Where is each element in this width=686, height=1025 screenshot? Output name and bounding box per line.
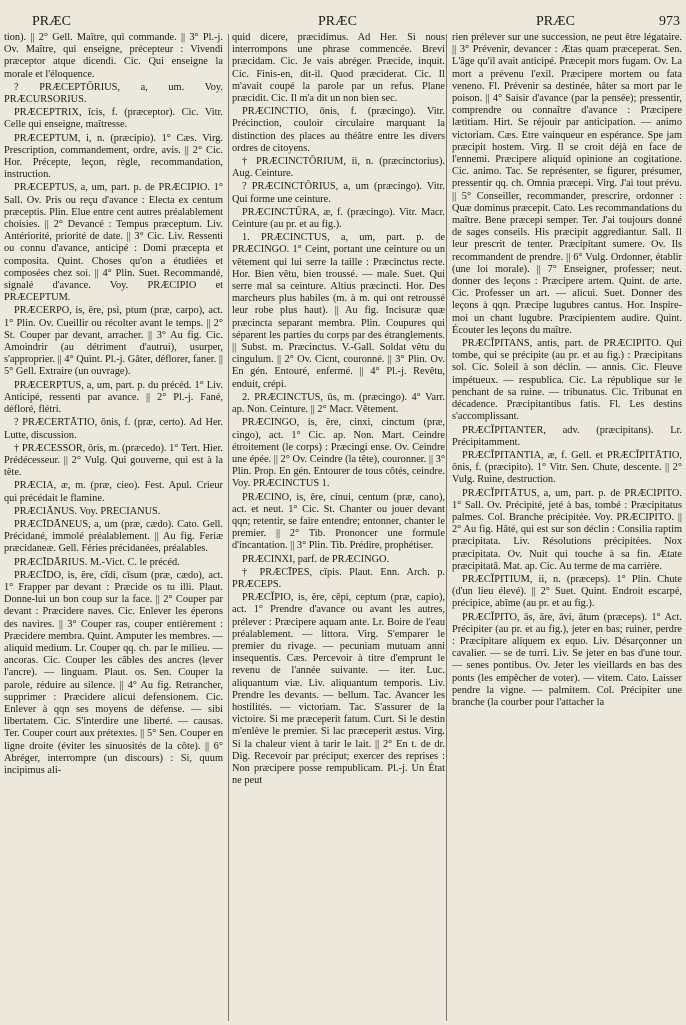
dictionary-entry: PRÆCĬPITO, ās, āre, āvi, ātum (præceps). 1° Act. Précipiter (au pr. et au fig.), jeter en bas; ruiner, perdre : Præcipitare aliquem ex equo. Liv. Désarçonner un cavalier. — se de turri. Liv. Se jeter en bas d'une tour. — senes pontibus. Ov. Jeter les vieillards en bas des ponts (les empêcher de voter). — vitem. Cato. Laisser pendre la vigne. — palmitem. Col. Précipiter une branche (la courber pour l'attacher la bbox=[452, 611, 682, 708]
dictionary-entry: PRÆCINCTIO, ōnis, f. (præcingo). Vitr. Précinction, couloir circulaire marquant la distinction des places au théâtre entre les divers ordres de citoyens. bbox=[232, 106, 445, 154]
dictionary-entry: 2. PRÆCINCTUS, ūs, m. (præcingo). 4° Varr. ap. Non. Ceinture. || 2° Macr. Vêtement. bbox=[232, 391, 445, 416]
dictionary-entry: PRÆCINGO, is, ĕre, cinxi, cinctum (præ, cingo), act. 1° Cic. ap. Non. Mart. Ceindre étroitement (le corps) : Præcingi ense. Ov. Ceindre une épée. || 2° Ov. Ceindre (la tête), couronner. || 3° Plin. Prop. En gén. Entourer de tous côtés, ceindre. Voy. PRÆCINCTUS 1. bbox=[232, 417, 445, 490]
dictionary-entry: † PRÆCĪPES, cĭpis. Plaut. Enn. Arch. p. PRÆCEPS. bbox=[232, 566, 445, 590]
header-right-word: PRÆC bbox=[536, 14, 575, 29]
dictionary-entry: PRÆCĪDĀRIUS. M.-Vict. C. le précéd. bbox=[14, 556, 180, 568]
header-center-word: PRÆC bbox=[318, 14, 357, 29]
dictionary-entry: PRÆCIĀNUS. Voy. PRECIANUS. bbox=[14, 505, 161, 517]
dictionary-entry: PRÆCERPO, is, ĕre, psi, ptum (præ, carpo), act. 1° Plin. Ov. Cueillir ou récolter avant le temps. || 2° St. Couper par devant, arracher. || 3° Au fig. Cic. Amoindrir (au détriment d'autrui), usurper, s'approprier. || 4° Quint. Pl.-j. Gâter, déflorer, faner. || 5° Gell. Extraire (un ouvrage). bbox=[4, 305, 223, 378]
dictionary-entry: PRÆCINCTŪRA, æ, f. (præcingo). Vitr. Macr. Ceinture (au pr. et au fig.). bbox=[232, 206, 445, 231]
dictionary-entry: † PRÆCINCTŌRIUM, ii, n. (præcinctorius). Aug. Ceinture. bbox=[232, 156, 445, 180]
dictionary-entry: PRÆCEPTUM, i, n. (præcipio). 1° Cæs. Virg. Prescription, commandement, ordre, avis. || 2° Cic. Hor. Précepte, leçon, règle, recommandation, instruction. bbox=[4, 132, 223, 181]
dictionary-entry: tion). || 2° Gell. Maître, qui commande. || 3° Pl.-j. Ov. Maître, qui enseigne, précepteur : Vivendi præceptor atque dicendi. Cic. Qui enseigne la morale et l'éloquence. bbox=[4, 32, 223, 80]
dictionary-entry: PRÆCĬPITANTIA, æ, f. Gell. et PRÆCĬPITĀTIO, ōnis, f. (præcipito). 1° Vitr. Sen. Chute, descente. || 2° Vulg. Ruine, destruction. bbox=[452, 449, 682, 486]
dictionary-entry: PRÆCĬPIO, is, ĕre, cēpi, ceptum (præ, capio), act. 1° Prendre d'avance ou avant les autres, prélever : Præcipere aquam ante. Lr. Boire de l'eau préalablement. — littora. Virg. S'emparer le premier du rivage. — pecuniam mutuam anni insequentis. Cæs. Percevoir à titre d'emprunt le revenu de l'année suivante. — iter. Luc. aliquantum viæ. Liv. aliquantum temporis. Liv. Prendre les devants. — bellum. Tac. Avancer les hostilités. — victoriam. Tac. S'assurer de la victoire. Si me præceperit fatum. Curt. Si le destin m'enlève le premier. Si lac præceperit æstus. Virg. Si la chaleur vient à tarir le lait. || 2° En t. de dr. Dig. Recevoir par préciput; exercer des reprises : Non præcipere posse rempublicam. Pl.-j. Un État ne peut bbox=[232, 592, 445, 787]
dictionary-entry: quid dicere, præcidimus. Ad Her. Si nous interrompons une phrase commencée. Brevi præcidam. Cic. Je vais abréger. Præcide, inquit. Cic. Finis-en, dit-il. Quod præciderat. Cic. Il m'avait coupé la parole par un refus. Plane præcidit. Cic. Il m'a dit un non bien sec. bbox=[232, 32, 445, 105]
dictionary-entry: PRÆCEPTRIX, īcis, f. (præceptor). Cic. Vitr. Celle qui enseigne, maîtresse. bbox=[4, 107, 223, 131]
dictionary-entry: PRÆCĬPITĀTUS, a, um, part. p. de PRÆCIPITO. 1° Sall. Ov. Précipité, jeté à bas, tombé : Præcipitatus palmes. Col. Branche précipitée. Voy. PRÆCIPITO. || 2° Au fig. Hâté, qui est sur son déclin : Consilia raptim præcipitata. Liv. Résolutions précipitées. Nox præcipitata. Ov. Nuit qui touche à sa fin. Ætate præcipitatâ. Mat. ap. Cic. Au terme de ma carrière. bbox=[452, 487, 682, 572]
dictionary-entry: PRÆCEPTUS, a, um, part. p. de PRÆCIPIO. 1° Sall. Ov. Pris ou reçu d'avance : Electa ex centum præceptis. Plin. Elue entre cent autres préalablement choisies. || 2° Devancé : Tempus præceptum. Liv. Antériorité, priorité de date. || 3° Cic. Liv. Ressenti ou connu d'avance, anticipé : Domi præcepta et composita. Quint. Choses qu'on a étudiées et composées chez soi. || 4° Plin. Suet. Recommandé, signalé d'avance. Voy. PRÆCIPIO et PRÆCEPTUM. bbox=[4, 182, 223, 304]
text-columns bbox=[4, 32, 682, 1021]
column-3 bbox=[452, 32, 682, 1021]
dictionary-entry: PRÆCĪDĀNEUS, a, um (præ, cædo). Cato. Gell. Précidané, immolé préalablement. || Au fig. Feriæ præcidaneæ. Gell. Féries précidanées, préalables. bbox=[4, 518, 223, 555]
page-number: 973 bbox=[659, 14, 680, 29]
dictionary-entry: PRÆCĬPITANTER, adv. (præcipitans). Lr. Précipitamment. bbox=[452, 424, 682, 448]
column-1 bbox=[4, 32, 223, 1021]
dictionary-entry: † PRÆCESSOR, ōris, m. (præcedo). 1° Tert. Hier. Prédécesseur. || 2° Vulg. Qui gouverne, qui est à la tête. bbox=[4, 442, 223, 479]
dictionary-entry: PRÆCERPTUS, a, um, part. p. du précéd. 1° Liv. Anticipé, ressenti par avance. || 2° Pl.-j. Fané, défloré, flétri. bbox=[4, 379, 223, 416]
dictionary-entry: PRÆCINXI, parf. de PRÆCINGO. bbox=[242, 553, 390, 565]
column-2 bbox=[232, 32, 445, 1021]
dictionary-entry: rien prélever sur une succession, ne peut être légataire. || 3° Prévenir, devancer : Ætas quam præceperat. Sen. L'âge qu'il avait anticipé. Præcepit mors fugam. Ov. La mort a prévenu l'exil. Præcipere mortem ou fata veneno. Fl. Prévenir sa destinée, hâter sa mort par le poison. || 4° Saisir d'avance (par la pensée); pressentir, comprendre ou connaître d'avance : Præcipere lætitiam. Hirt. Se réjouir par anticipation. — animo victoriam. Cæs. Etre vainqueur en espérance. Spe jam præcipit hostem. Virg. Il se croit déjà en face de l'ennemi. Præcipere aliquid opinione an cogitatione. Cic. animo. Tac. Se représenter, se figurer, présumer, pressentir qq. ch. Omnia præcepi. Virg. J'ai tout prévu. || 5° Conseiller, recommander, prescrire, ordonner : Quæ dominus præcepit. Cato. Les recommandations du maître. Bene præcepi semper. Ter. J'ai toujours donné de sages conseils. His præcipit aggrediantur. Sall. Il leur prescrit de tenter. Præcipitant sumere. Ov. Ils recommandent de prendre. || 6° Vulg. Ordonner, établir (une loi morale). || 7° Enseigner, professer; neut. donner des leçons : Præcipere artem. Quint. de arte. Cic. Professer un art. — alicui. Suet. Donner des leçons à qqn. Præcipe lugubres cantus. Hor. Inspire-moi un chant lugubre. Præcipientem audire. Quint. Écouter les leçons du maître. bbox=[452, 32, 682, 336]
dictionary-entry: PRÆCIA, æ, m. (præ, cieo). Fest. Apul. Crieur qui précédait le flamine. bbox=[4, 480, 223, 504]
dictionary-entry: ? PRÆCERTĀTIO, ōnis, f. (præ, certo). Ad Her. Lutte, discussion. bbox=[4, 417, 223, 441]
dictionary-entry: PRÆCĬPITANS, antis, part. de PRÆCIPITO. Qui tombe, qui se précipite (au pr. et au fig.) : Præcipitans sol. Cic. Soleil à son déclin. — annis. Cic. Fleuve impétueux. — respublica. Cic. La république sur le penchant de sa ruine. — tribunatus. Cic. Tribunat en décadence. Præcipitantibus fatis. Fl. Les destins s'accomplissant. bbox=[452, 338, 682, 423]
dictionary-entry: 1. PRÆCINCTUS, a, um, part. p. de PRÆCINGO. 1° Ceint, portant une ceinture ou un vêtement qui lui serre la taille : Præcinctus recte. Hor. Bien vêtu, bien troussé. — male. Suet. Qui serre mal sa ceinture. Altius præcincti. Hor. Des marcheurs plus habiles (m. à m. qui ont retroussé leur robe plus haut). || Au fig. Incisuræ quæ præcincta separant membra. Plin. Coupures qui séparent les parties du corps par des étranglements. || Subst. m. Præcinctus. V.-Gall. Soldat vêtu du cingulum. || 2° Ov. Cicnt, couronné. || 3° Plin. Ov. En gén. Entouré, enfermé. || 4° Pl.-j. Revêtu, enduit, crépi. bbox=[232, 232, 445, 390]
header-left-word: PRÆC bbox=[32, 14, 71, 29]
running-header bbox=[6, 0, 680, 36]
dictionary-entry: ? PRÆCINCTŌRIUS, a, um (præcingo). Vitr. Qui forme une ceinture. bbox=[232, 181, 445, 205]
dictionary-entry: ? PRÆCEPTŌRIUS, a, um. Voy. PRÆCURSORIUS. bbox=[4, 81, 223, 106]
dictionary-entry: PRÆCINO, is, ĕre, cinui, centum (præ, cano), act. et neut. 1° Cic. St. Chanter ou jouer devant qqn; retentir, se faire entendre; entonner, chanter le premier. || 2° Tib. Prononcer une formule d'incantation. || 3° Plin. Tib. Prédire, prophétiser. bbox=[232, 491, 445, 552]
dictionary-entry: PRÆCĬPITIUM, ii, n. (præceps). 1° Plin. Chute (d'un lieu élevé). || 2° Suet. Quint. Endroit escarpé, précipice, abîme (au pr. et au fig.). bbox=[452, 573, 682, 610]
dictionary-entry: PRÆCĪDO, is, ĕre, cīdi, cīsum (præ, cædo), act. 1° Frapper par devant : Præcide os tu illi. Plaut. Donne-lui un bon coup sur la face. || 2° Couper par devant : Præcidere naves. Cic. Enlever les éperons des navires. || 3° Couper ras, couper entièrement : Præcidere membra. Quint. Amputer les membres. — aliquid medium. Lr. Couper qq. ch. par le milieu. — ancoras. Cic. Couper les câbles des ancres (lever l'ancre). — linguam. Plaut. os. Sen. Couper la parole, réduire au silence. || 4° Au fig. Retrancher, supprimer : Præcidere alicui defensionem. Cic. Enlever à qqn ses moyens de défense. — sibi libertatem. Cic. S'interdire une liberté. — causas. Ter. Couper court aux prétextes. || 5° Sen. Couper en ligne droite (éviter les sinuosités de la côte). || 6° Abréger, interrompre (un discours) : Si, quum incipimus ali- bbox=[4, 569, 223, 776]
